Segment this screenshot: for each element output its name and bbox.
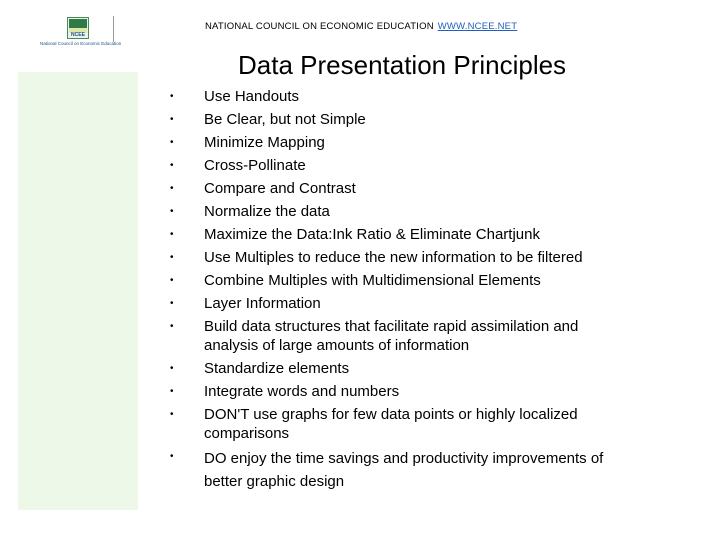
list-item-text: Cross-Pollinate bbox=[204, 157, 306, 174]
list-item bbox=[168, 133, 628, 152]
list-item bbox=[168, 156, 628, 175]
list-item-text: Use Handouts bbox=[204, 88, 300, 105]
bullet: • bbox=[170, 252, 174, 263]
logo-emblem bbox=[67, 17, 89, 39]
bullet: • bbox=[170, 160, 174, 171]
bullet: • bbox=[170, 409, 174, 421]
list-item-text: Layer Information bbox=[204, 295, 321, 312]
logo-tagline: National Council on Economic Education bbox=[40, 41, 122, 46]
logo-mark: NCEE bbox=[71, 32, 85, 38]
list-item bbox=[168, 294, 628, 313]
list-item-text: Combine Multiples with Multidimensional Elements bbox=[204, 272, 541, 289]
list-item bbox=[168, 447, 628, 493]
list-item bbox=[168, 110, 628, 129]
list-item bbox=[168, 317, 628, 355]
list-item-text: Compare and Contrast bbox=[204, 180, 356, 197]
bullet: • bbox=[170, 386, 174, 398]
list-item-text: DON'T use graphs for few data points or highly localized comparisons bbox=[204, 406, 578, 443]
bullet: • bbox=[170, 298, 174, 309]
list-item bbox=[168, 179, 628, 198]
list-item bbox=[168, 202, 628, 221]
principles-list bbox=[168, 87, 628, 497]
list-item bbox=[168, 225, 628, 244]
sidebar-panel bbox=[18, 72, 138, 510]
header bbox=[205, 21, 517, 32]
list-item bbox=[168, 271, 628, 290]
list-item-text: Standardize elements bbox=[204, 360, 350, 378]
bullet: • bbox=[170, 183, 174, 194]
bullet: • bbox=[170, 451, 174, 463]
bullet: • bbox=[170, 363, 174, 375]
list-item-text: Integrate words and numbers bbox=[204, 383, 400, 401]
slide-title: Data Presentation Principles bbox=[238, 50, 567, 80]
logo-emblem-top bbox=[69, 19, 87, 28]
bullet: • bbox=[170, 114, 174, 125]
bullet: • bbox=[170, 321, 174, 332]
list-item bbox=[168, 405, 628, 443]
header-url-link[interactable]: WWW.NCEE.NET bbox=[437, 21, 518, 32]
list-item-text: Use Multiples to reduce the new information to be filtered bbox=[204, 249, 583, 266]
logo-divider bbox=[113, 16, 114, 42]
list-item bbox=[168, 87, 628, 106]
list-item-text: Minimize Mapping bbox=[204, 134, 325, 151]
bullet: • bbox=[170, 206, 174, 217]
bullet: • bbox=[170, 275, 174, 286]
list-item-text: Normalize the data bbox=[204, 203, 330, 220]
list-item-text: Maximize the Data:Ink Ratio & Eliminate Chartjunk bbox=[204, 226, 540, 243]
bullet: • bbox=[170, 137, 174, 148]
ncee-logo bbox=[40, 16, 122, 50]
list-item-text: Be Clear, but not Simple bbox=[204, 111, 366, 128]
list-item bbox=[168, 248, 628, 267]
header-org: NATIONAL COUNCIL ON ECONOMIC EDUCATION bbox=[205, 21, 434, 32]
list-item-text: DO enjoy the time savings and productivity improvements of better graphic design bbox=[204, 450, 604, 491]
list-item bbox=[168, 382, 628, 401]
bullet: • bbox=[170, 229, 174, 240]
bullet: • bbox=[170, 91, 174, 102]
list-item-text: Build data structures that facilitate rapid assimilation and analysis of large amounts of information bbox=[204, 318, 579, 355]
list-item bbox=[168, 359, 628, 378]
